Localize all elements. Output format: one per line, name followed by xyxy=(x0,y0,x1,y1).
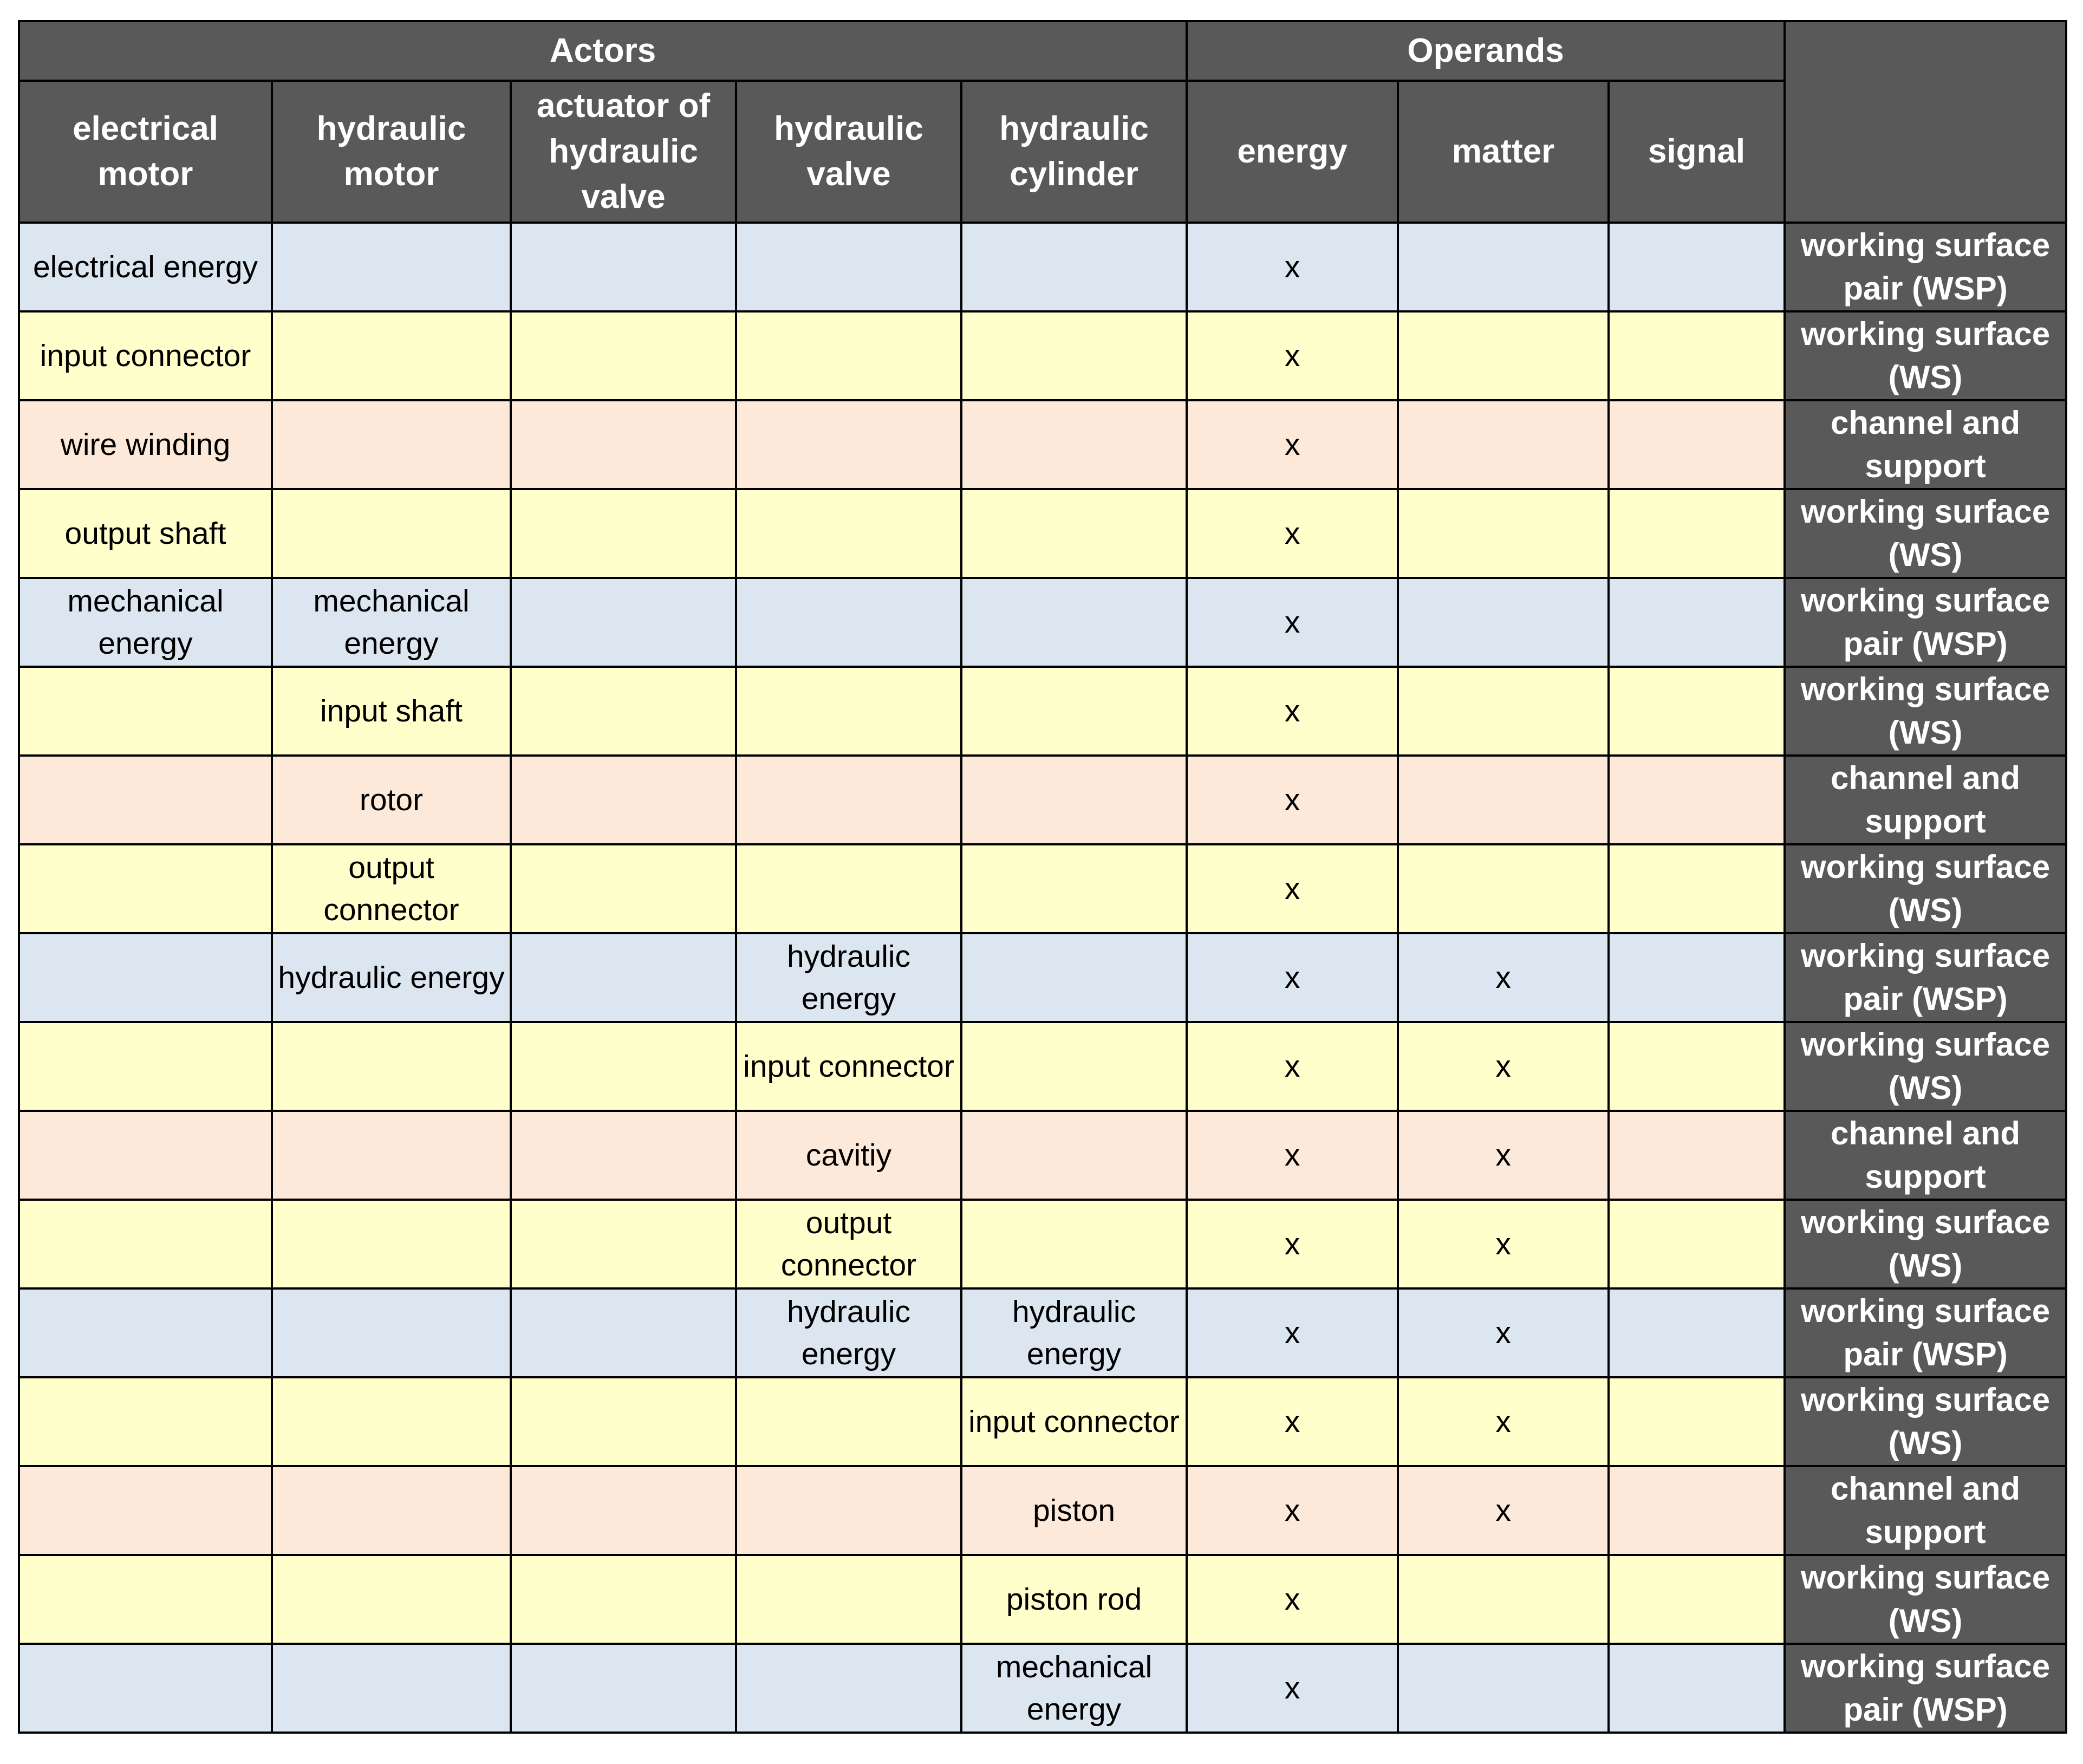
table-cell xyxy=(1609,578,1785,667)
table-cell xyxy=(1609,756,1785,844)
table-cell xyxy=(511,400,736,489)
table-cell: x xyxy=(1187,1200,1398,1288)
surface-type-cell: working surface pair (WSP) xyxy=(1785,578,2066,667)
table-cell xyxy=(1609,667,1785,756)
table-cell xyxy=(961,1111,1187,1200)
table-cell: x xyxy=(1187,311,1398,400)
table-cell xyxy=(19,1644,272,1733)
table-cell xyxy=(511,1200,736,1288)
table-cell: x xyxy=(1187,1377,1398,1466)
table-cell: output shaft xyxy=(19,489,272,578)
table-cell xyxy=(511,756,736,844)
table-cell xyxy=(19,756,272,844)
table-cell: mechanical energy xyxy=(272,578,511,667)
table-cell: hydraulic energy xyxy=(272,933,511,1022)
table-cell xyxy=(736,578,961,667)
table-cell xyxy=(511,1022,736,1111)
table-cell: piston xyxy=(961,1466,1187,1555)
table-cell xyxy=(272,400,511,489)
table-cell xyxy=(736,400,961,489)
table-cell xyxy=(1609,1377,1785,1466)
column-header: hydraulic motor xyxy=(272,81,511,223)
table-cell: input shaft xyxy=(272,667,511,756)
surface-type-cell: working surface (WS) xyxy=(1785,1555,2066,1644)
surface-type-cell: working surface (WS) xyxy=(1785,667,2066,756)
surface-type-cell: channel and support xyxy=(1785,400,2066,489)
table-cell xyxy=(272,1555,511,1644)
table-cell xyxy=(1609,1288,1785,1377)
table-cell: x xyxy=(1187,489,1398,578)
table-cell xyxy=(511,1377,736,1466)
table-cell xyxy=(961,844,1187,933)
surface-type-cell: working surface pair (WSP) xyxy=(1785,1288,2066,1377)
column-header: electrical motor xyxy=(19,81,272,223)
table-cell: input connector xyxy=(19,311,272,400)
table-cell: x xyxy=(1398,1022,1609,1111)
table-cell xyxy=(272,311,511,400)
table-cell: cavitiy xyxy=(736,1111,961,1200)
table-cell xyxy=(1398,1555,1609,1644)
table-cell xyxy=(511,311,736,400)
table-row xyxy=(19,400,2066,489)
table-cell xyxy=(1398,756,1609,844)
table-cell: x xyxy=(1398,1377,1609,1466)
table-cell xyxy=(1609,1555,1785,1644)
table-cell xyxy=(511,933,736,1022)
table-cell xyxy=(961,578,1187,667)
table-cell xyxy=(19,844,272,933)
table-cell: x xyxy=(1187,933,1398,1022)
table-cell xyxy=(961,400,1187,489)
table-cell: mechanical energy xyxy=(961,1644,1187,1733)
table-cell xyxy=(736,311,961,400)
operands-group-header: Operands xyxy=(1187,21,1785,81)
table-cell xyxy=(272,1200,511,1288)
table-cell xyxy=(736,667,961,756)
table-cell xyxy=(961,756,1187,844)
column-header: hydraulic cylinder xyxy=(961,81,1187,223)
table-cell xyxy=(272,1022,511,1111)
table-cell xyxy=(736,1555,961,1644)
actors-group-header: Actors xyxy=(19,21,1187,81)
table-cell xyxy=(1609,223,1785,311)
surface-type-cell: working surface (WS) xyxy=(1785,1377,2066,1466)
column-header: matter xyxy=(1398,81,1609,223)
table-cell xyxy=(19,1555,272,1644)
column-header: energy xyxy=(1187,81,1398,223)
table-cell xyxy=(19,1377,272,1466)
table-cell xyxy=(736,489,961,578)
table-row xyxy=(19,1555,2066,1644)
table-cell: x xyxy=(1187,400,1398,489)
table-cell xyxy=(19,1288,272,1377)
table-cell: wire winding xyxy=(19,400,272,489)
column-header: hydraulic valve xyxy=(736,81,961,223)
table-row xyxy=(19,489,2066,578)
table-cell xyxy=(511,1111,736,1200)
table-cell: input connector xyxy=(961,1377,1187,1466)
table-cell xyxy=(1398,223,1609,311)
table-cell xyxy=(511,667,736,756)
table-row xyxy=(19,1022,2066,1111)
table-cell xyxy=(736,844,961,933)
table-cell: electrical energy xyxy=(19,223,272,311)
table-cell xyxy=(1609,1022,1785,1111)
table-cell xyxy=(961,311,1187,400)
table-cell: x xyxy=(1398,1111,1609,1200)
table-cell: output connector xyxy=(272,844,511,933)
table-cell xyxy=(1609,1466,1785,1555)
table-cell xyxy=(511,844,736,933)
table-body xyxy=(19,223,2066,1733)
table-cell: output connector xyxy=(736,1200,961,1288)
table-cell xyxy=(272,1111,511,1200)
surface-type-cell: working surface (WS) xyxy=(1785,311,2066,400)
table-cell: piston rod xyxy=(961,1555,1187,1644)
surface-type-cell: working surface pair (WSP) xyxy=(1785,223,2066,311)
table-cell xyxy=(19,1200,272,1288)
table-cell xyxy=(961,933,1187,1022)
table-row xyxy=(19,844,2066,933)
table-cell: x xyxy=(1187,1555,1398,1644)
table-cell xyxy=(1398,667,1609,756)
table-cell: x xyxy=(1187,1111,1398,1200)
table-cell xyxy=(1609,489,1785,578)
table-cell xyxy=(1609,844,1785,933)
table-cell: x xyxy=(1187,578,1398,667)
table-cell xyxy=(19,933,272,1022)
table-cell: mechanical energy xyxy=(19,578,272,667)
table-cell xyxy=(961,1022,1187,1111)
surface-type-cell: working surface (WS) xyxy=(1785,1200,2066,1288)
table-cell xyxy=(961,489,1187,578)
table-cell xyxy=(736,756,961,844)
table-row xyxy=(19,1466,2066,1555)
table-cell xyxy=(1609,311,1785,400)
table-cell xyxy=(19,667,272,756)
table-cell: x xyxy=(1398,933,1609,1022)
table-cell xyxy=(1609,1644,1785,1733)
column-header-row xyxy=(19,81,2066,223)
table-cell xyxy=(511,1555,736,1644)
table-cell xyxy=(1398,844,1609,933)
surface-type-cell: working surface (WS) xyxy=(1785,489,2066,578)
table-cell xyxy=(736,223,961,311)
table-cell: x xyxy=(1187,223,1398,311)
table-cell xyxy=(961,667,1187,756)
table-row xyxy=(19,1200,2066,1288)
table-row xyxy=(19,667,2066,756)
table-row xyxy=(19,311,2066,400)
table-cell xyxy=(19,1466,272,1555)
table-cell xyxy=(1398,400,1609,489)
table-header xyxy=(19,21,2066,223)
column-header: signal xyxy=(1609,81,1785,223)
table-cell xyxy=(511,1466,736,1555)
surface-type-cell: working surface (WS) xyxy=(1785,1022,2066,1111)
group-header-row xyxy=(19,21,2066,81)
table-cell: x xyxy=(1187,1288,1398,1377)
column-header: actuator of hydraulic valve xyxy=(511,81,736,223)
table-cell xyxy=(272,1466,511,1555)
table-cell xyxy=(272,223,511,311)
table-cell xyxy=(736,1644,961,1733)
table-cell: x xyxy=(1187,756,1398,844)
surface-type-cell: working surface (WS) xyxy=(1785,844,2066,933)
table-cell xyxy=(736,1466,961,1555)
table-cell xyxy=(511,223,736,311)
table-cell xyxy=(736,1377,961,1466)
table-cell xyxy=(1398,311,1609,400)
table-cell: hydraulic energy xyxy=(736,933,961,1022)
table-cell: x xyxy=(1187,1644,1398,1733)
table-cell xyxy=(1609,1111,1785,1200)
table-cell: x xyxy=(1187,844,1398,933)
table-cell xyxy=(961,1200,1187,1288)
table-cell: input connector xyxy=(736,1022,961,1111)
surface-type-cell: channel and support xyxy=(1785,756,2066,844)
table-cell xyxy=(272,489,511,578)
table-cell xyxy=(1398,1644,1609,1733)
table-cell xyxy=(1609,1200,1785,1288)
table-cell xyxy=(19,1111,272,1200)
table-row xyxy=(19,1111,2066,1200)
table-row xyxy=(19,223,2066,311)
table-row xyxy=(19,578,2066,667)
actors-operands-table xyxy=(18,20,2067,1734)
table-cell xyxy=(272,1288,511,1377)
type-header-blank xyxy=(1785,21,2066,223)
table-cell xyxy=(272,1644,511,1733)
table-cell: x xyxy=(1398,1466,1609,1555)
table-cell: x xyxy=(1187,1466,1398,1555)
table-cell xyxy=(511,1644,736,1733)
table-row xyxy=(19,1644,2066,1733)
surface-type-cell: channel and support xyxy=(1785,1111,2066,1200)
table-cell: hydraulic energy xyxy=(961,1288,1187,1377)
table-cell: hydraulic energy xyxy=(736,1288,961,1377)
table-cell: x xyxy=(1398,1288,1609,1377)
table-cell: x xyxy=(1398,1200,1609,1288)
table-cell xyxy=(1609,400,1785,489)
table-cell xyxy=(511,1288,736,1377)
table-row xyxy=(19,933,2066,1022)
table-cell xyxy=(961,223,1187,311)
surface-type-cell: working surface pair (WSP) xyxy=(1785,1644,2066,1733)
table-row xyxy=(19,1288,2066,1377)
table-cell xyxy=(511,578,736,667)
surface-type-cell: working surface pair (WSP) xyxy=(1785,933,2066,1022)
table-cell xyxy=(1398,489,1609,578)
surface-type-cell: channel and support xyxy=(1785,1466,2066,1555)
table-cell: rotor xyxy=(272,756,511,844)
table-cell: x xyxy=(1187,667,1398,756)
table-cell xyxy=(1398,578,1609,667)
table-row xyxy=(19,1377,2066,1466)
table-cell xyxy=(272,1377,511,1466)
table-cell xyxy=(19,1022,272,1111)
table-cell xyxy=(511,489,736,578)
table-cell: x xyxy=(1187,1022,1398,1111)
table-cell xyxy=(1609,933,1785,1022)
table-row xyxy=(19,756,2066,844)
